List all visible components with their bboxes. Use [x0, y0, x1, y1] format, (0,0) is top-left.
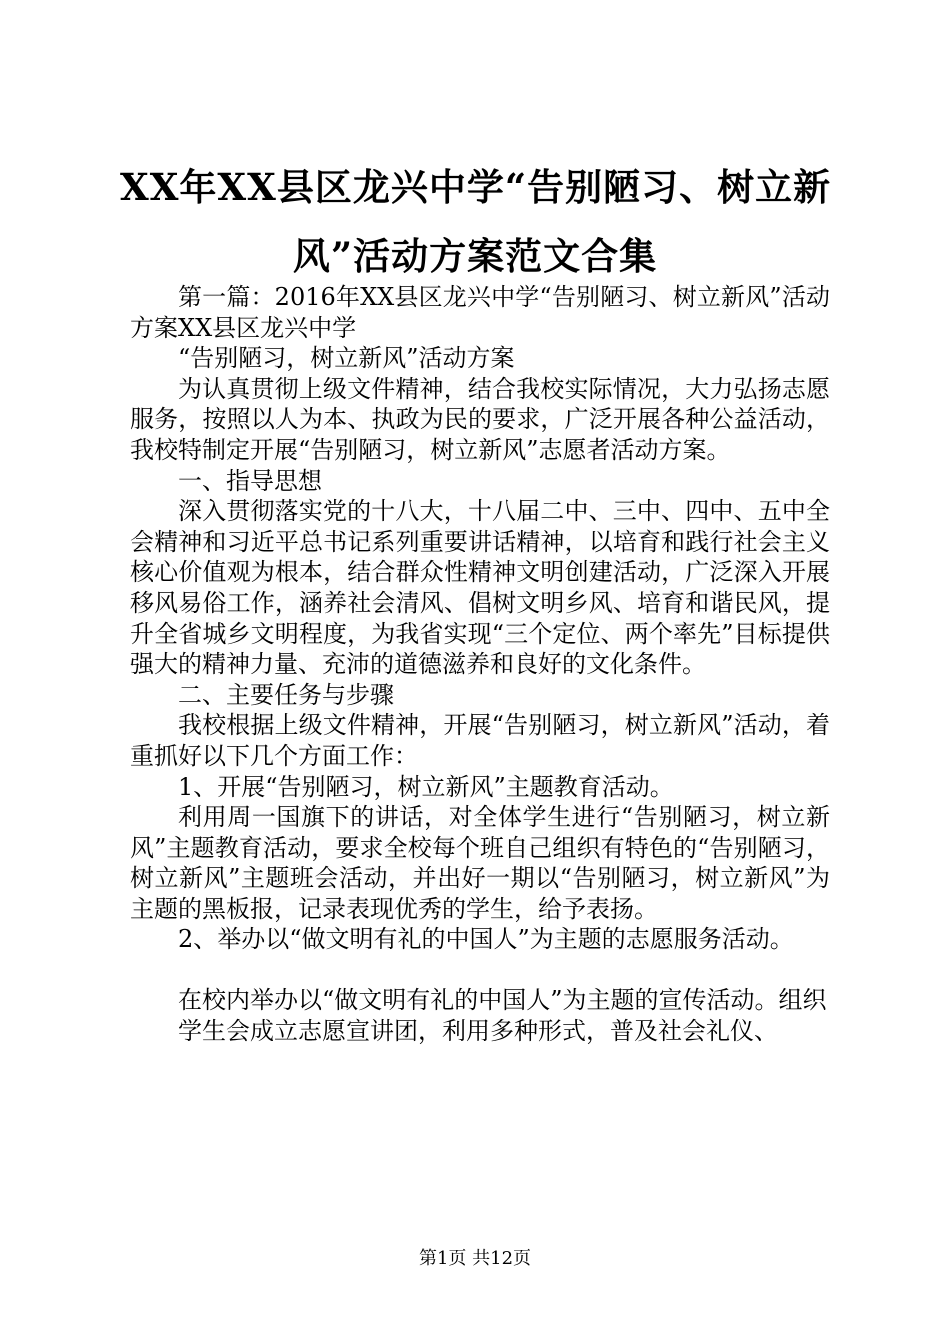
paragraph-plan-subtitle: “告别陋习，树立新风”活动方案	[178, 344, 515, 373]
document-title-line-2: 风”活动方案范文合集	[292, 234, 658, 278]
item-heading-1: 1、开展“告别陋习，树立新风”主题教育活动。	[178, 772, 674, 801]
section-heading-guiding-thought: 一、指导思想	[178, 466, 322, 495]
page-number-footer: 第1页 共12页	[418, 1248, 532, 1269]
paragraph-item-2: 在校内举办以“做文明有礼的中国人”为主题的宣传活动。组织	[178, 986, 827, 1015]
paragraph-item-2-cont: 学生会成立志愿宣讲团，利用多种形式，普及社会礼仪、	[178, 1016, 778, 1045]
item-heading-2: 2、举办以“做文明有礼的中国人”为主题的志愿服务活动。	[178, 925, 794, 954]
paragraph-main-tasks: 我校根据上级文件精神，开展“告别陋习，树立新风”活动，着重抓好以下几个方面工作：	[130, 711, 830, 770]
paragraph-item-1: 利用周一国旗下的讲话，对全体学生进行“告别陋习，树立新风”主题教育活动，要求全校每个班自己组织有特色的“告别陋习，树立新风”主题班会活动，并出好一期以“告别陋习，树立新风”为主题的黑板报，记录表现优秀的学生，给予表扬。	[130, 803, 830, 923]
paragraph-first-chapter-heading: 第一篇：2016年XX县区龙兴中学“告别陋习、树立新风”活动方案XX县区龙兴中学	[130, 283, 830, 342]
paragraph-intro: 为认真贯彻上级文件精神，结合我校实际情况，大力弘扬志愿服务，按照以人为本、执政为民的要求，广泛开展各种公益活动，我校特制定开展“告别陋习，树立新风”志愿者活动方案。	[130, 374, 830, 464]
document-body	[130, 282, 830, 1046]
section-heading-main-tasks: 二、主要任务与步骤	[178, 680, 394, 709]
paragraph-guiding-thought: 深入贯彻落实党的十八大，十八届二中、三中、四中、五中全会精神和习近平总书记系列重要讲话精神，以培育和践行社会主义核心价值观为根本，结合群众性精神文明创建活动，广泛深入开展移风易俗工作，涵养社会清风、倡树文明乡风、培育和谐民风，提升全省城乡文明程度，为我省实现“三个定位、两个率先”目标提供强大的精神力量、充沛的道德滋养和良好的文化条件。	[130, 497, 830, 679]
document-title-line-1: XX年XX县区龙兴中学“告别陋习、树立新	[120, 165, 832, 209]
